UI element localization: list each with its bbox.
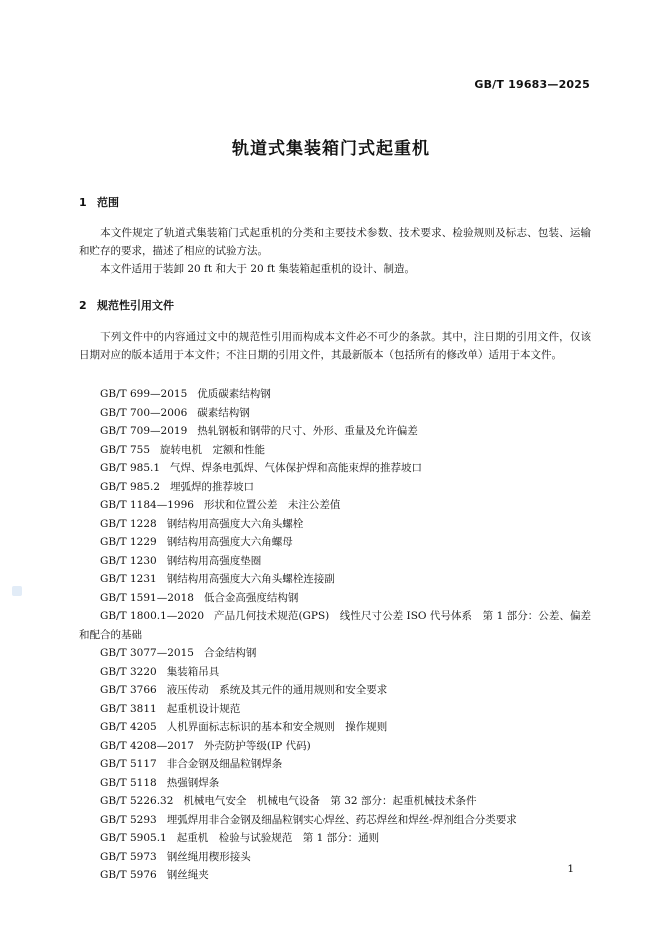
reference-code: GB/T 709—2019	[100, 425, 188, 437]
reference-code: GB/T 3811	[100, 702, 157, 715]
references-intro	[79, 328, 591, 364]
reference-item	[79, 792, 591, 811]
reference-code: GB/T 5293	[100, 813, 157, 826]
scope-text-2: 本文件适用于装卸 20 ft 和大于 20 ft 集装箱起重机的设计、制造。	[100, 263, 415, 275]
scope-paragraph-2	[79, 260, 591, 278]
reference-item	[79, 663, 591, 682]
reference-item	[79, 755, 591, 774]
reference-code: GB/T 5117	[100, 758, 157, 770]
reference-item	[79, 811, 591, 830]
reference-code: GB/T 1228	[100, 517, 157, 530]
reference-title: 优质碳素结构钢	[197, 388, 271, 400]
reference-title: 钢丝绳用楔形接头	[166, 850, 251, 863]
reference-item	[79, 700, 591, 719]
reference-code: GB/T 1230	[100, 554, 157, 567]
references-intro-text: 下列文件中的内容通过文中的规范性引用而构成本文件必不可少的条款。其中，注日期的引用文件，仅该日期对应的版本适用于本文件；不注日期的引用文件，其最新版本（包括所有的修改单）适用于本文件。	[79, 331, 591, 361]
reference-code: GB/T 5905.1	[100, 832, 167, 844]
reference-code: GB/T 1184—1996	[100, 499, 194, 511]
reference-item	[79, 496, 591, 515]
reference-title: 外壳防护等级(IP 代码)	[203, 739, 311, 752]
reference-code: GB/T 700—2006	[100, 406, 188, 419]
reference-item	[79, 848, 591, 867]
reference-title: 钢结构用高强度大六角螺母	[166, 536, 293, 548]
section-2-heading	[79, 297, 174, 313]
reference-item	[79, 644, 591, 663]
reference-item	[79, 478, 591, 497]
reference-title: 碳素结构钢	[197, 406, 250, 419]
reference-title: 热轧钢板和钢带的尺寸、外形、重量及允许偏差	[197, 425, 418, 437]
reference-code: GB/T 4208—2017	[100, 739, 194, 752]
side-logo-mark	[12, 586, 22, 596]
reference-item	[79, 459, 591, 478]
section-2-title: 规范性引用文件	[97, 299, 174, 312]
reference-item	[79, 570, 591, 589]
section-2-number: 2	[79, 299, 87, 312]
reference-item	[79, 681, 591, 700]
section-1-number: 1	[79, 196, 87, 209]
page-number: 1	[567, 863, 574, 875]
reference-title: 热强钢焊条	[166, 776, 220, 789]
reference-title: 起重机 检验与试验规范 第 1 部分：通则	[176, 832, 380, 844]
reference-title: 低合金高强度结构钢	[203, 591, 299, 604]
reference-code: GB/T 5226.32	[100, 795, 174, 807]
reference-item	[79, 718, 591, 737]
reference-item	[79, 385, 591, 404]
reference-code: GB/T 699—2015	[100, 388, 188, 400]
standard-number: GB/T 19683—2025	[474, 78, 590, 91]
reference-title: 形状和位置公差 未注公差值	[203, 499, 341, 511]
scope-paragraph-1	[79, 224, 591, 260]
scope-text-1: 本文件规定了轨道式集装箱门式起重机的分类和主要技术参数、技术要求、检验规则及标志、包装、运输和贮存的要求，描述了相应的试验方法。	[79, 227, 591, 257]
reference-item	[79, 866, 591, 885]
reference-code: GB/T 5973	[100, 850, 157, 863]
reference-code: GB/T 985.2	[100, 480, 161, 493]
reference-title: 旋转电机 定额和性能	[160, 443, 266, 456]
document-title: 轨道式集装箱门式起重机	[232, 139, 430, 159]
reference-code: GB/T 755	[100, 443, 151, 456]
reference-title: 气焊、焊条电弧焊、气体保护焊和高能束焊的推荐坡口	[170, 462, 423, 474]
reference-item	[79, 533, 591, 552]
reference-title: 集装箱吊具	[166, 665, 220, 678]
reference-item	[79, 774, 591, 793]
reference-code: GB/T 5118	[100, 776, 157, 789]
reference-code: GB/T 4205	[100, 721, 157, 733]
reference-title: 钢结构用高强度大六角头螺栓连接副	[166, 573, 335, 585]
reference-item	[79, 589, 591, 608]
reference-item	[79, 829, 591, 848]
reference-title: 人机界面标志标识的基本和安全规则 操作规则	[166, 721, 388, 733]
reference-code: GB/T 5976	[100, 869, 157, 881]
section-1-heading	[79, 194, 119, 210]
reference-title: 钢结构用高强度垫圈	[166, 554, 262, 567]
reference-list	[79, 385, 591, 885]
reference-title: 合金结构钢	[203, 647, 257, 659]
section-1-title: 范围	[97, 196, 119, 209]
reference-item	[79, 737, 591, 756]
reference-code: GB/T 985.1	[100, 462, 161, 474]
reference-title: 机械电气安全 机械电气设备 第 32 部分：起重机械技术条件	[183, 795, 477, 807]
reference-item	[79, 552, 591, 571]
reference-title: 钢结构用高强度大六角头螺栓	[166, 517, 304, 530]
reference-item	[79, 404, 591, 423]
reference-title: 起重机设计规范	[166, 702, 241, 715]
reference-code: GB/T 1229	[100, 536, 157, 548]
reference-code: GB/T 3077—2015	[100, 647, 194, 659]
reference-code: GB/T 1800.1—2020	[100, 610, 204, 622]
reference-title: 非合金钢及细晶粒钢焊条	[166, 758, 283, 770]
reference-title: 埋弧焊用非合金钢及细晶粒钢实心焊丝、药芯焊丝和焊丝-焊剂组合分类要求	[166, 813, 517, 826]
reference-title: 液压传动 系统及其元件的通用规则和安全要求	[166, 684, 388, 696]
reference-item	[79, 607, 591, 644]
reference-title: 产品几何技术规范(GPS) 线性尺寸公差 ISO 代号体系 第 1 部分：公差、偏差和配合的基础	[79, 610, 591, 641]
reference-item	[79, 441, 591, 460]
reference-item	[79, 422, 591, 441]
reference-code: GB/T 1591—2018	[100, 591, 194, 604]
reference-title: 钢丝绳夹	[166, 869, 209, 881]
reference-item	[79, 515, 591, 534]
reference-title: 埋弧焊的推荐坡口	[170, 480, 255, 493]
reference-code: GB/T 1231	[100, 573, 157, 585]
reference-code: GB/T 3766	[100, 684, 157, 696]
reference-code: GB/T 3220	[100, 665, 157, 678]
